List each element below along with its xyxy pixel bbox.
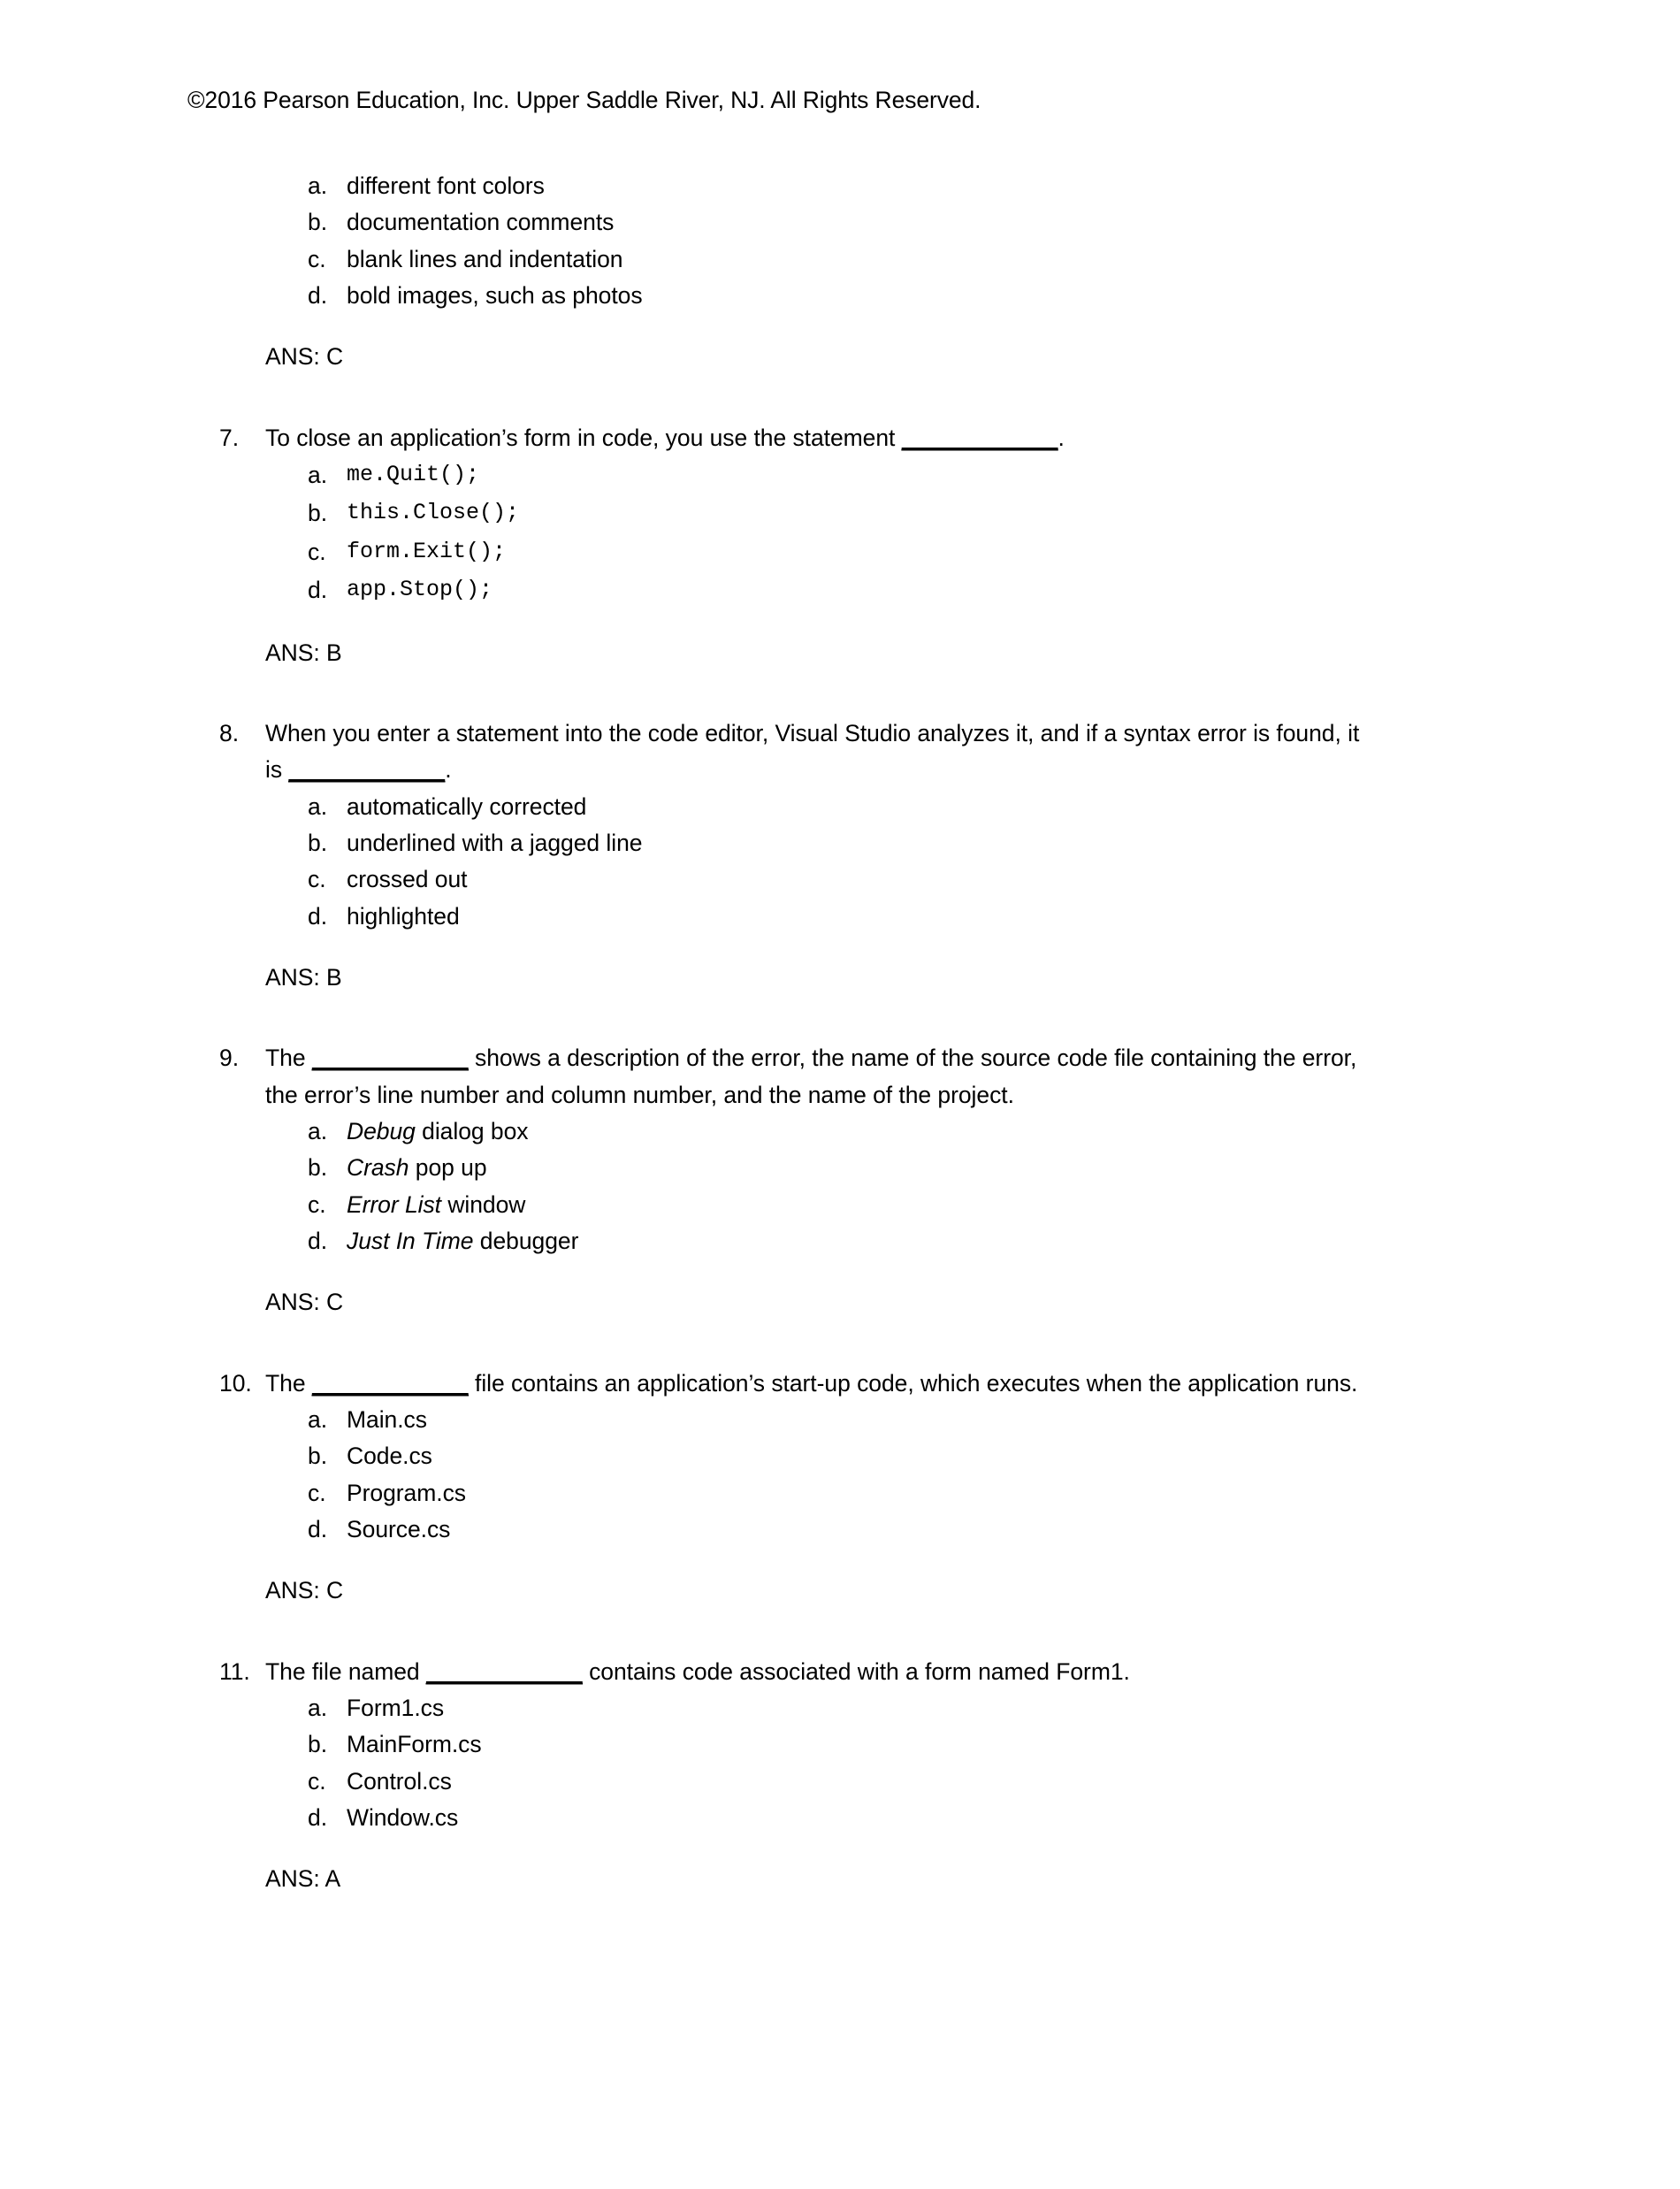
- option-text: form.Exit();: [347, 538, 507, 564]
- option-letter: b.: [308, 500, 328, 527]
- option-text: Main.cs: [347, 1406, 427, 1434]
- question-text-before-blank: The file named: [265, 1657, 426, 1685]
- option-letter: b.: [308, 830, 328, 857]
- spacer: [0, 1898, 1680, 1942]
- answer-line: ANS: C: [265, 343, 344, 371]
- option-letter: b.: [308, 1731, 328, 1758]
- option-item[interactable]: [308, 1150, 1680, 1186]
- question-text: [265, 1654, 1369, 1690]
- option-list: [0, 1114, 1680, 1259]
- spacer: [0, 1610, 1680, 1654]
- option-text: me.Quit();: [347, 461, 480, 487]
- question-number: 11.: [219, 1657, 250, 1685]
- question-text-before-blank: When you enter a statement into the code editor, Visual Studio analyzes it, and if a syntax error is found, it is: [265, 720, 1360, 784]
- option-letter: c.: [308, 1190, 326, 1218]
- option-term-italic: Debug: [347, 1118, 416, 1145]
- option-list: [0, 789, 1680, 935]
- option-item[interactable]: [308, 861, 1680, 898]
- question-block: [0, 168, 1680, 420]
- option-letter: b.: [308, 1154, 328, 1182]
- option-term-rest: dialog box: [415, 1118, 529, 1145]
- option-item[interactable]: [308, 1402, 1680, 1438]
- answer-blank: ____________: [311, 1045, 469, 1072]
- option-item[interactable]: [308, 278, 1680, 314]
- question-text-after-blank: .: [445, 756, 452, 784]
- option-letter: b.: [308, 1443, 328, 1470]
- question-paragraph: [219, 420, 1369, 456]
- question-paragraph: [219, 1366, 1369, 1402]
- question-block: [0, 1654, 1680, 1942]
- option-term-rest: debugger: [473, 1228, 579, 1255]
- option-text: Window.cs: [347, 1803, 459, 1831]
- option-text: Code.cs: [347, 1443, 432, 1470]
- option-text: different font colors: [347, 172, 545, 199]
- option-letter: a.: [308, 172, 328, 199]
- answer-line: ANS: C: [265, 1577, 344, 1604]
- option-letter: c.: [308, 538, 326, 565]
- page-header-copyright: ©2016 Pearson Education, Inc. Upper Saddle River, NJ. All Rights Reserved.: [187, 87, 981, 113]
- option-item[interactable]: [308, 1764, 1680, 1800]
- question-paragraph: [219, 1654, 1369, 1690]
- option-text: app.Stop();: [347, 577, 493, 603]
- option-item[interactable]: [308, 1223, 1680, 1259]
- question-block: [0, 420, 1680, 716]
- option-item[interactable]: [308, 789, 1680, 825]
- question-text-after-blank: .: [1058, 424, 1065, 451]
- option-item[interactable]: [308, 241, 1680, 278]
- option-text: highlighted: [347, 902, 460, 930]
- question-text-after-blank: contains code associated with a form named Form1.: [582, 1657, 1130, 1685]
- spacer: [0, 1836, 1680, 1861]
- question-text-before-blank: To close an application’s form in code, you use the statement: [265, 424, 902, 451]
- spacer: [0, 314, 1680, 339]
- option-item[interactable]: [308, 533, 1680, 571]
- option-term-italic: Crash: [347, 1154, 409, 1182]
- option-text: [347, 1223, 1680, 1259]
- option-letter: d.: [308, 1228, 328, 1255]
- option-letter: d.: [308, 902, 328, 930]
- option-item[interactable]: [308, 571, 1680, 609]
- option-letter: d.: [308, 1803, 328, 1831]
- option-letter: d.: [308, 1516, 328, 1543]
- option-item[interactable]: [308, 1690, 1680, 1726]
- question-number: 8.: [219, 720, 240, 747]
- answer-blank: ____________: [425, 1657, 583, 1685]
- answer-blank: ____________: [311, 1369, 469, 1397]
- spacer: [0, 610, 1680, 635]
- option-letter: a.: [308, 1406, 328, 1434]
- option-text: Program.cs: [347, 1479, 466, 1506]
- question-text: [265, 1366, 1369, 1402]
- question-paragraph: [219, 1040, 1369, 1114]
- option-term-italic: Error List: [347, 1190, 441, 1218]
- question-paragraph: [219, 716, 1369, 789]
- option-item[interactable]: [308, 204, 1680, 241]
- spacer: [0, 1259, 1680, 1284]
- option-list: [0, 456, 1680, 610]
- option-item[interactable]: [308, 899, 1680, 935]
- spacer: [0, 376, 1680, 420]
- option-text: bold images, such as photos: [347, 281, 643, 309]
- question-block: [0, 1040, 1680, 1365]
- question-text: [265, 1040, 1369, 1114]
- spacer: [0, 671, 1680, 716]
- option-term-rest: window: [441, 1190, 526, 1218]
- question-list: [0, 168, 1680, 1942]
- question-block: [0, 1366, 1680, 1654]
- option-letter: a.: [308, 461, 328, 488]
- question-text: [265, 716, 1369, 789]
- question-text-before-blank: The: [265, 1045, 312, 1072]
- question-block: [0, 716, 1680, 1040]
- option-item[interactable]: [308, 1512, 1680, 1548]
- option-letter: c.: [308, 1767, 326, 1795]
- option-item[interactable]: [308, 456, 1680, 494]
- option-item[interactable]: [308, 1726, 1680, 1763]
- answer-line: ANS: B: [265, 639, 342, 666]
- option-item[interactable]: [308, 494, 1680, 532]
- option-term-italic: Just In Time: [347, 1228, 474, 1255]
- option-text: crossed out: [347, 866, 468, 893]
- spacer: [0, 996, 1680, 1040]
- option-text: blank lines and indentation: [347, 245, 623, 272]
- option-letter: a.: [308, 792, 328, 820]
- option-list: [0, 168, 1680, 314]
- spacer: [0, 1321, 1680, 1366]
- answer-blank: ____________: [288, 756, 446, 784]
- spacer: [0, 1548, 1680, 1573]
- option-letter: d.: [308, 281, 328, 309]
- option-item[interactable]: [308, 825, 1680, 861]
- answer-blank: ____________: [901, 424, 1058, 451]
- question-number: 10.: [219, 1369, 252, 1397]
- option-item[interactable]: [308, 1438, 1680, 1474]
- option-letter: c.: [308, 866, 326, 893]
- option-text: Form1.cs: [347, 1695, 445, 1721]
- spacer: [0, 935, 1680, 960]
- question-text-after-blank: shows a description of the error, the name of the source code file containing the error, the error’s line number and column number, and the name of the project.: [265, 1045, 1357, 1108]
- option-text: MainForm.cs: [347, 1731, 482, 1758]
- option-term-rest: pop up: [409, 1154, 487, 1182]
- option-item[interactable]: [308, 1475, 1680, 1512]
- option-letter: a.: [308, 1695, 328, 1721]
- option-letter: b.: [308, 209, 328, 236]
- option-letter: c.: [308, 245, 326, 272]
- question-text: [265, 420, 1369, 456]
- answer-line: ANS: A: [265, 1865, 341, 1893]
- question-number: 7.: [219, 424, 240, 451]
- option-letter: a.: [308, 1118, 328, 1145]
- option-list: [0, 1690, 1680, 1836]
- question-text-after-blank: file contains an application’s start-up code, which executes when the application runs.: [468, 1369, 1358, 1397]
- option-item[interactable]: [308, 1187, 1680, 1223]
- option-text: Source.cs: [347, 1516, 451, 1543]
- option-text: documentation comments: [347, 209, 615, 236]
- option-text: this.Close();: [347, 500, 520, 526]
- option-text: automatically corrected: [347, 792, 587, 820]
- option-text: [347, 1114, 1680, 1150]
- question-number: 9.: [219, 1045, 240, 1072]
- option-list: [0, 1402, 1680, 1548]
- option-text: [347, 1150, 1680, 1186]
- option-item[interactable]: [308, 1114, 1680, 1150]
- option-text: Control.cs: [347, 1767, 452, 1795]
- option-text: underlined with a jagged line: [347, 830, 643, 857]
- answer-line: ANS: B: [265, 964, 342, 991]
- option-text: [347, 1187, 1680, 1223]
- question-text-before-blank: The: [265, 1369, 312, 1397]
- option-letter: c.: [308, 1479, 326, 1506]
- answer-line: ANS: C: [265, 1289, 344, 1316]
- option-item[interactable]: [308, 1800, 1680, 1836]
- option-letter: d.: [308, 577, 328, 604]
- option-item[interactable]: [308, 168, 1680, 204]
